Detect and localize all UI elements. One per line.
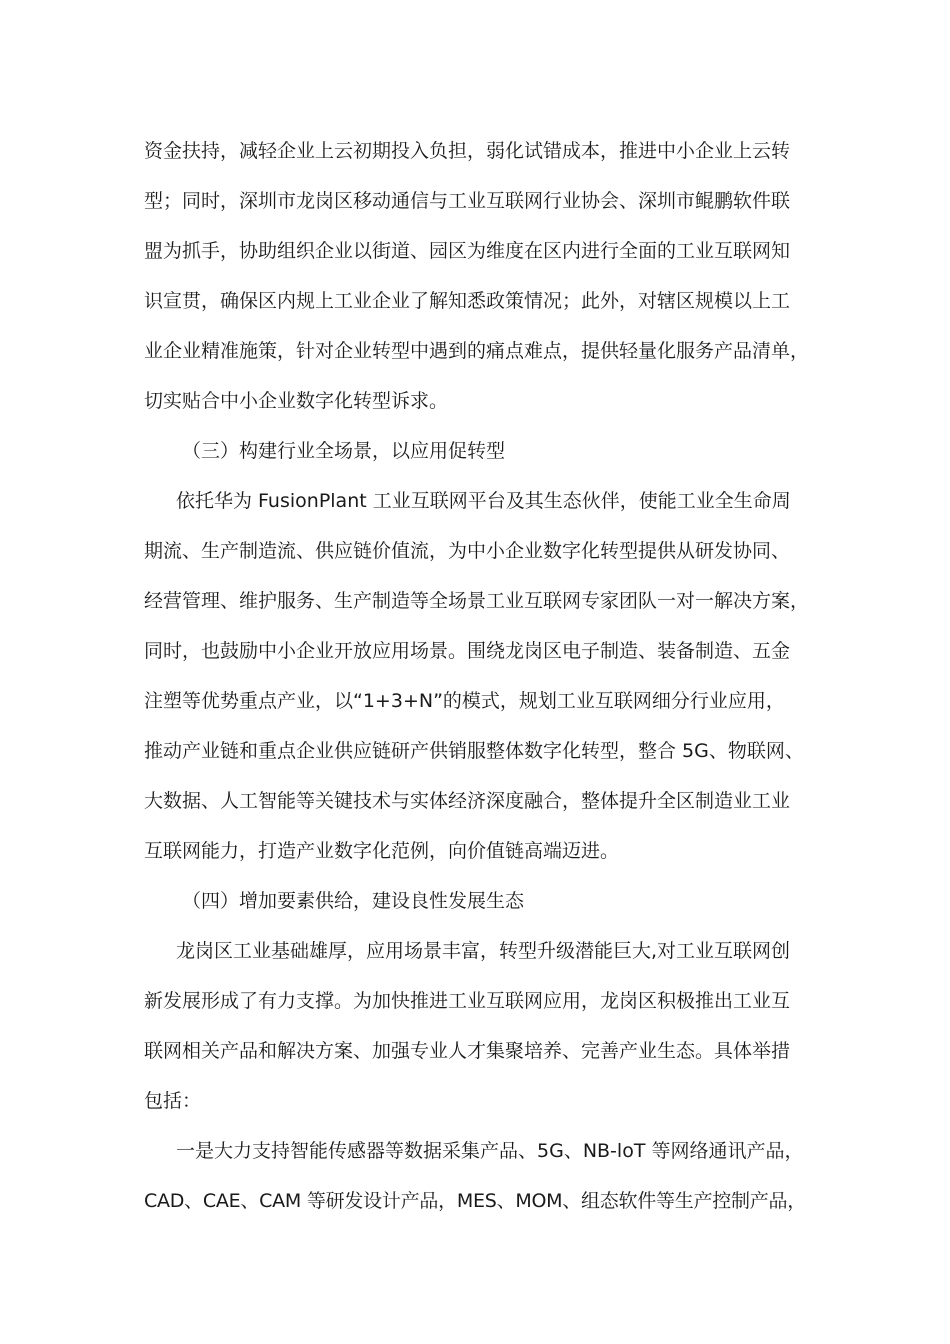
body-line: 盟为抓手，协助组织企业以街道、园区为维度在区内进行全面的工业互联网知: [144, 240, 791, 262]
body-line: CAD、CAE、CAM 等研发设计产品，MES、MOM、组态软件等生产控制产品，: [144, 1190, 807, 1212]
body-line: 识宣贯，确保区内规上工业企业了解知悉政策情况；此外，对辖区规模以上工: [144, 290, 791, 312]
body-line: 切实贴合中小企业数字化转型诉求。: [144, 390, 449, 412]
body-line: 新发展形成了有力支撑。为加快推进工业互联网应用，龙岗区积极推出工业互: [144, 990, 791, 1012]
body-line: 包括：: [144, 1090, 202, 1112]
body-line: 经营管理、维护服务、生产制造等全场景工业互联网专家团队一对一解决方案，: [144, 590, 810, 612]
body-line: 互联网能力，打造产业数字化范例，向价值链高端迈进。: [144, 840, 620, 862]
paragraph-first-line: 一是大力支持智能传感器等数据采集产品、5G、NB-loT 等网络通讯产品，: [176, 1140, 804, 1162]
section-heading-3: （三）构建行业全场景，以应用促转型: [182, 440, 506, 462]
body-line: 型；同时，深圳市龙岗区移动通信与工业互联网行业协会、深圳市鲲鹏软件联: [144, 190, 791, 212]
document-body: [144, 126, 814, 1226]
body-line: 业企业精准施策，针对企业转型中遇到的痛点难点，提供轻量化服务产品清单，: [144, 340, 810, 362]
body-line: 大数据、人工智能等关键技术与实体经济深度融合，整体提升全区制造业工业: [144, 790, 791, 812]
paragraph-first-line: 依托华为 FusionPlant 工业互联网平台及其生态伙伴，使能工业全生命周: [176, 490, 791, 512]
body-line: 资金扶持，减轻企业上云初期投入负担，弱化试错成本，推进中小企业上云转: [144, 140, 791, 162]
section-heading-4: （四）增加要素供给，建设良性发展生态: [182, 890, 525, 912]
body-line: 注塑等优势重点产业，以“1+3+N”的模式，规划工业互联网细分行业应用，: [144, 690, 785, 712]
body-line: 期流、生产制造流、供应链价值流，为中小企业数字化转型提供从研发协同、: [144, 540, 791, 562]
body-line: 联网相关产品和解决方案、加强专业人才集聚培养、完善产业生态。具体举措: [144, 1040, 791, 1062]
paragraph-first-line: 龙岗区工业基础雄厚，应用场景丰富，转型升级潜能巨大,对工业互联网创: [176, 940, 791, 962]
body-line: 推动产业链和重点企业供应链研产供销服整体数字化转型，整合 5G、物联网、: [144, 740, 804, 762]
body-line: 同时，也鼓励中小企业开放应用场景。围绕龙岗区电子制造、装备制造、五金: [144, 640, 791, 662]
